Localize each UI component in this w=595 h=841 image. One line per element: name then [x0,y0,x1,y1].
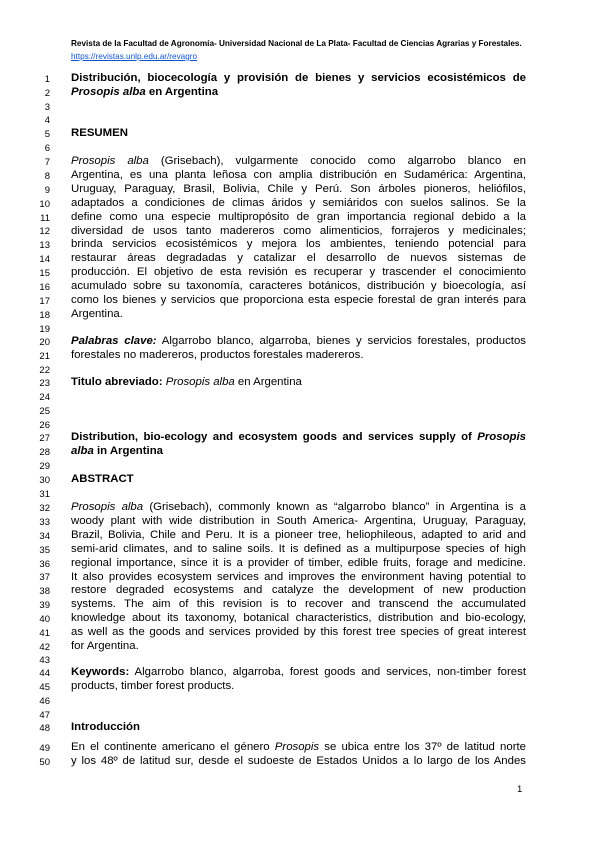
resumen-line: Uruguay, Paraguay, Brasil, Bolivia, Chile y Perú. Son árboles pioneros, heliófilos, [71,182,526,195]
introduccion-heading: Introducción [71,721,140,733]
title-en-line-2: alba in Argentina [71,445,163,457]
line-number: 26 [39,419,50,431]
resumen-line: producción. El objetivo de esta revisión es recuperar y trascender el conocimiento [71,266,526,279]
line-number: 2 [44,87,50,99]
line-number: 24 [39,391,50,403]
palabras-clave-label: Palabras clave: [71,335,157,347]
abstract-line: knowledge about its taxonomy, botanical characteristics, distribution and bio-ecology, [71,612,526,625]
abstract-line: restore degraded ecosystems and catalyze the development of new production [71,584,526,597]
keywords-label: Keywords: [71,666,130,678]
line-number: 39 [39,599,50,611]
line-number: 49 [39,742,50,754]
line-number: 44 [39,667,50,679]
line-number: 37 [39,571,50,583]
line-number: 10 [39,198,50,210]
resumen-line: Argentina, es una planta leñosa con amplia distribución en Sudamérica: Argentina, [71,168,526,181]
line-number: 43 [39,654,50,666]
line-number: 16 [39,281,50,293]
line-number: 45 [39,681,50,693]
title-es-line-2: Prosopis alba en Argentina [71,86,219,98]
resumen-line: acumulado sobre su taxonomía, caracteres botánicos, distribución y bioecología, así [71,280,526,293]
line-number: 32 [39,502,50,514]
abstract-line: regional importance, since it is a provider of timber, edible fruits, forage and medicine. [71,556,526,569]
page-number: 1 [517,784,523,795]
palabras-clave-line-2: forestales no madereros, productos forestales madereros. [71,349,364,361]
line-number: 30 [39,474,50,486]
line-number: 7 [44,156,50,168]
abstract-line: woody plant with wide distribution in South America- Argentina, Uruguay, Paraguay, [71,514,526,527]
abstract-heading: ABSTRACT [71,473,134,485]
line-number: 35 [39,544,50,556]
line-number: 46 [39,695,50,707]
line-number: 13 [39,239,50,251]
line-number: 47 [39,709,50,721]
abstract-line: Brazil, Bolivia, Chile and Peru. It is a pioneer tree, heliophileous, adapted to arid and [71,528,526,541]
line-number: 25 [39,405,50,417]
resumen-line: adaptados a condiciones de climas áridos y semiáridos con suelos salinos. Se la [71,196,526,209]
line-number: 5 [44,128,50,140]
abstract-line: semi-arid climates, and to saline soils. It is defined as a multipurpose species of high [71,542,526,555]
line-number: 4 [44,114,50,126]
line-number: 14 [39,253,50,265]
keywords-line-2: products, timber forest products. [71,680,235,692]
line-number: 1 [44,73,50,85]
abstract-line-last: for Argentina. [71,640,139,652]
abstract-line: systems. The aim of this revision is to recover and transcend the accumulated [71,598,526,611]
resumen-line-last: Argentina. [71,307,123,320]
title-en-line-1: Distribution, bio-ecology and ecosystem goods and services supply of Prosopis [71,431,526,443]
intro-line-2: y los 48º de latitud sur, desde el sudoeste de Estados Unidos a lo largo de los Andes [71,755,526,767]
line-number: 27 [39,432,50,444]
line-number: 15 [39,267,50,279]
line-number: 12 [39,225,50,237]
resumen-line: diversidad de usos tanto madereros como alimenticios, forrajeros y medicinales; [71,224,526,237]
line-number: 20 [39,336,50,348]
palabras-clave-line-1: Palabras clave: Algarrobo blanco, algarroba, bienes y servicios forestales, productos [71,335,526,347]
line-number: 28 [39,446,50,458]
line-number: 11 [40,212,50,224]
journal-name: Revista de la Facultad de Agronomía- Universidad Nacional de La Plata- Facultad de Ciencias Agrarias y Forestales. [71,39,522,48]
resumen-heading: RESUMEN [71,127,128,139]
line-number: 42 [39,641,50,653]
abstract-line: as well as the goods and services provided by this forest tree species of great interest [71,626,526,639]
resumen-line: define como una especie multipropósito de gran importancia regional debido a la [71,210,526,223]
line-number: 9 [44,184,50,196]
line-number: 22 [39,364,50,376]
line-number: 19 [39,323,50,335]
titulo-abreviado: Titulo abreviado: Prosopis alba en Argentina [71,376,302,388]
journal-url-link[interactable]: https://revistas.unlp.edu.ar/revagro [71,52,198,61]
line-number: 36 [39,558,50,570]
line-number: 29 [39,460,50,472]
line-number: 23 [39,377,50,389]
line-number: 34 [39,530,50,542]
resumen-line: como los bienes y servicios que proporciona esta especie forestal de gran interés para [71,294,526,306]
line-number: 41 [39,627,50,639]
line-number: 18 [39,309,50,321]
resumen-line: Prosopis alba (Grisebach), vulgarmente conocido como algarrobo blanco en [71,155,526,167]
resumen-line: brinda servicios ecosistémicos y mejora los ambientes, teniendo potencial para [71,238,526,251]
line-number: 40 [39,613,50,625]
line-number: 33 [39,516,50,528]
keywords-line-1: Keywords: Algarrobo blanco, algarroba, forest goods and services, non-timber forest [71,666,526,678]
line-number: 38 [39,585,50,597]
line-number: 3 [44,101,50,113]
line-number: 50 [39,756,50,768]
title-es-line-1: Distribución, biocecología y provisión de bienes y servicios ecosistémicos de [71,72,526,84]
resumen-line: restaurar áreas degradadas y catalizar el desarrollo de nuevos sistemas de [71,252,526,265]
line-number: 8 [44,170,50,182]
line-number: 6 [44,142,50,154]
abstract-line: It also provides ecosystem services and improves the environment having potential to [71,570,526,583]
line-number: 31 [39,488,50,500]
abstract-line: Prosopis alba (Grisebach), commonly known as “algarrobo blanco” in Argentina is a [71,501,526,513]
line-number: 21 [39,350,50,362]
line-number: 48 [39,722,50,734]
journal-header [71,37,531,63]
intro-line-1: En el continente americano el género Prosopis se ubica entre los 37º de latitud norte [71,741,526,753]
species-name: Prosopis alba [71,86,146,98]
line-number: 17 [39,295,50,307]
